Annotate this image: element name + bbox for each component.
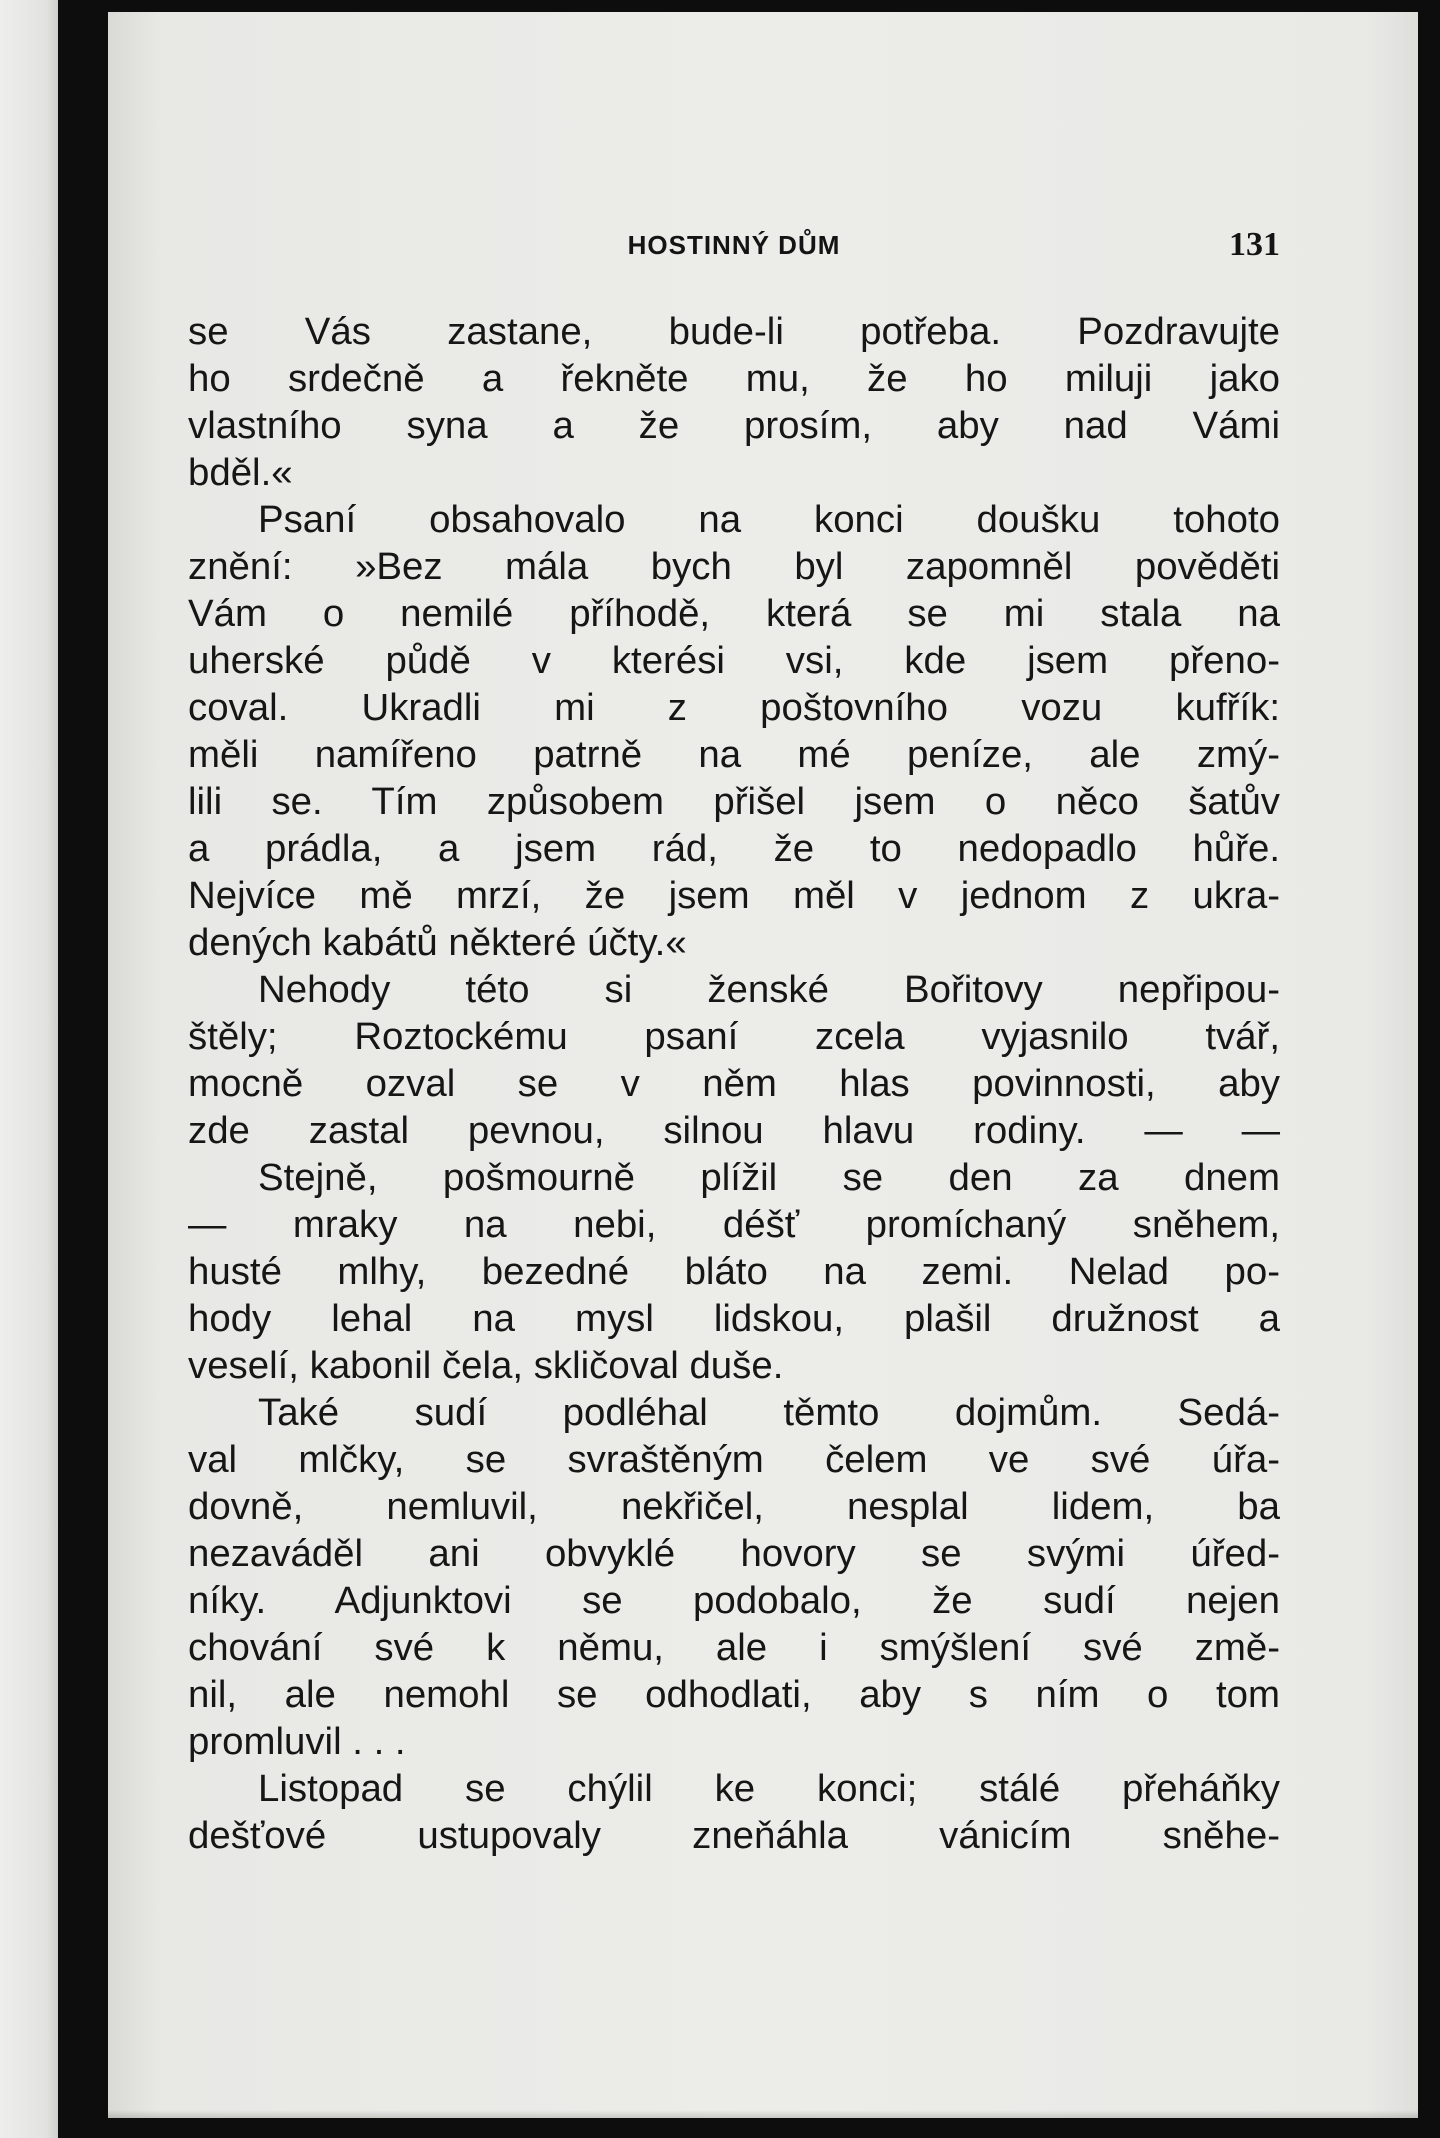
text-line: husté mlhy, bezedné bláto na zemi. Nelad po- bbox=[188, 1250, 1280, 1293]
text-line: coval. Ukradli mi z poštovního vozu kufřík: bbox=[188, 686, 1280, 729]
text-line: Psaní obsahovalo na konci doušku tohoto bbox=[258, 498, 1280, 541]
running-title: HOSTINNÝ DŮM bbox=[627, 230, 841, 260]
text-line: štěly; Roztockému psaní zcela vyjasnilo tvář, bbox=[188, 1015, 1280, 1058]
text-line: Vám o nemilé příhodě, která se mi stala na bbox=[188, 592, 1280, 635]
book-page bbox=[108, 12, 1418, 2118]
text-line: měli namířeno patrně na mé peníze, ale zmý- bbox=[188, 733, 1280, 776]
text-line: níky. Adjunktovi se podobalo, že sudí nejen bbox=[188, 1579, 1280, 1622]
text-line: znění: »Bez mála bych byl zapomněl pověděti bbox=[188, 545, 1280, 588]
page-number: 131 bbox=[1229, 226, 1280, 263]
text-line: Listopad se chýlil ke konci; stálé přeháňky bbox=[258, 1767, 1280, 1810]
text-line: Také sudí podléhal těmto dojmům. Sedá- bbox=[258, 1391, 1280, 1434]
page-bottom-shadow bbox=[108, 2110, 1418, 2118]
text-line: vlastního syna a že prosím, aby nad Vámi bbox=[188, 404, 1280, 447]
text-line: zde zastal pevnou, silnou hlavu rodiny. — — bbox=[188, 1109, 1280, 1152]
text-line: mocně ozval se v něm hlas povinnosti, aby bbox=[188, 1062, 1280, 1105]
text-line: promluvil . . . bbox=[188, 1720, 406, 1763]
text-line: val mlčky, se svraštěným čelem ve své úřa- bbox=[188, 1438, 1280, 1481]
text-line: nil, ale nemohl se odhodlati, aby s ním o tom bbox=[188, 1673, 1280, 1716]
text-line: nezaváděl ani obvyklé hovory se svými úřed- bbox=[188, 1532, 1280, 1575]
text-line: hody lehal na mysl lidskou, plašil družnost a bbox=[188, 1297, 1280, 1340]
running-header bbox=[188, 222, 1280, 262]
text-line: a prádla, a jsem rád, že to nedopadlo hůře. bbox=[188, 827, 1280, 870]
text-line: dených kabátů některé účty.« bbox=[188, 921, 687, 964]
previous-page-edge bbox=[0, 0, 58, 2138]
body-text bbox=[188, 308, 1280, 1859]
text-line: Stejně, pošmourně plížil se den za dnem bbox=[258, 1156, 1280, 1199]
text-line: Nehody této si ženské Bořitovy nepřipou- bbox=[258, 968, 1280, 1011]
text-line: uherské půdě v kterési vsi, kde jsem přeno- bbox=[188, 639, 1280, 682]
text-line: dovně, nemluvil, nekřičel, nesplal lidem, ba bbox=[188, 1485, 1280, 1528]
text-line: ho srdečně a řekněte mu, že ho miluji jako bbox=[188, 357, 1280, 400]
text-line: Nejvíce mě mrzí, že jsem měl v jednom z ukra- bbox=[188, 874, 1280, 917]
text-line: — mraky na nebi, déšť promíchaný sněhem, bbox=[188, 1203, 1280, 1246]
text-line: dešťové ustupovaly zneňáhla vánicím sněhe- bbox=[188, 1814, 1280, 1857]
text-line: chování své k němu, ale i smýšlení své změ- bbox=[188, 1626, 1280, 1669]
text-line: se Vás zastane, bude-li potřeba. Pozdravujte bbox=[188, 310, 1280, 353]
text-line: veselí, kabonil čela, skličoval duše. bbox=[188, 1344, 784, 1387]
text-line: lili se. Tím způsobem přišel jsem o něco šatův bbox=[188, 780, 1280, 823]
text-line: bděl.« bbox=[188, 451, 293, 494]
